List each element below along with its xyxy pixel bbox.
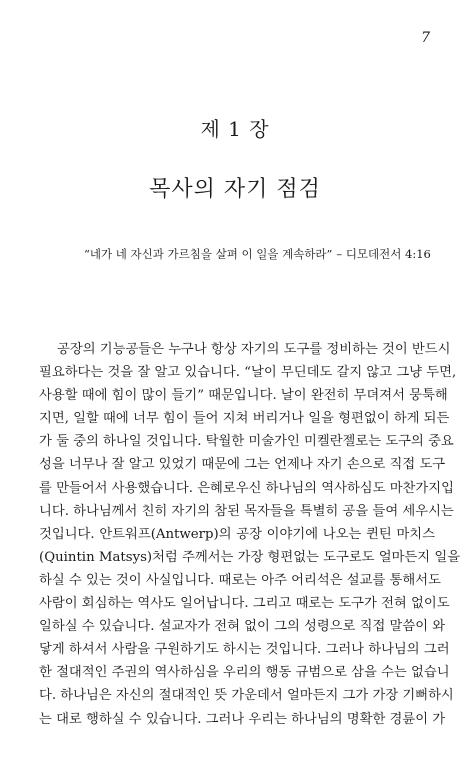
body-line: 것입니다. 안트워프(Antwerp)의 공장 이야기에 나오는 퀸틴 마치스 xyxy=(39,526,435,542)
chapter-title: 목사의 자기 점검 xyxy=(149,177,321,202)
body-line: 지면, 일할 때에 너무 힘이 들어 지쳐 버리거나 일을 형편없이 하게 되든 xyxy=(39,411,450,427)
body-line: 필요하다는 것을 잘 알고 있습니다. “날이 무딘데도 갈지 않고 그냥 두면, xyxy=(39,365,457,381)
body-line: 사람이 회심하는 역사도 일어납니다. 그리고 때로는 도구가 전혀 없이도 xyxy=(39,596,450,612)
body-line: 한 절대적인 주권의 역사하심을 우리의 행동 규범으로 삼을 수는 없습니 xyxy=(39,665,450,681)
body-line: 니다. 하나님께서 친히 자기의 참된 목자들을 특별히 공을 들여 세우시는 xyxy=(39,503,454,519)
body-line: 공장의 기능공들은 누구나 항상 자기의 도구를 정비하는 것이 반드시 xyxy=(57,342,451,357)
body-line: 사용할 때에 힘이 많이 들기” 때문입니다. 날이 완전히 무뎌져서 뭉툭해 xyxy=(39,388,448,404)
body-text xyxy=(39,338,461,731)
body-line: 하실 수 있는 것이 사실입니다. 때로는 아주 어리석은 설교를 통해서도 xyxy=(39,572,441,588)
epigraph-quote: “네가 네 자신과 가르침을 살펴 이 일을 계속하라” xyxy=(84,247,333,261)
body-line: 를 만들어서 사용했습니다. 은혜로우신 하나님의 역사하심도 마찬가지입 xyxy=(39,480,454,496)
body-line: 가 둘 중의 하나일 것입니다. 탁월한 미술가인 미켈란젤로는 도구의 중요 xyxy=(39,434,454,450)
body-line: 다. 하나님은 자신의 절대적인 뜻 가운데서 얼마든지 그가 가장 기뻐하시 xyxy=(39,688,454,704)
epigraph xyxy=(84,246,431,262)
body-line: 닿게 하셔서 사람을 구원하기도 하시는 것입니다. 그러나 하나님의 그러 xyxy=(39,642,450,658)
body-line: (Quintin Matsys)처럼 주께서는 가장 형편없는 도구로도 얼마든지 일을 xyxy=(39,549,461,565)
body-line: 일하실 수 있습니다. 설교자가 전혀 없이 그의 성령으로 직접 말씀이 와 xyxy=(39,619,446,635)
page-number: 7 xyxy=(421,30,430,46)
epigraph-source: – 디모데전서 4:16 xyxy=(336,247,431,261)
body-line: 성을 너무나 잘 알고 있었기 때문에 그는 언제나 자기 손으로 직접 도구 xyxy=(39,457,446,473)
chapter-label: 제 1 장 xyxy=(200,117,270,141)
body-line: 는 대로 행하실 수 있습니다. 그러나 우리는 하나님의 명확한 경륜이 가 xyxy=(39,711,446,727)
